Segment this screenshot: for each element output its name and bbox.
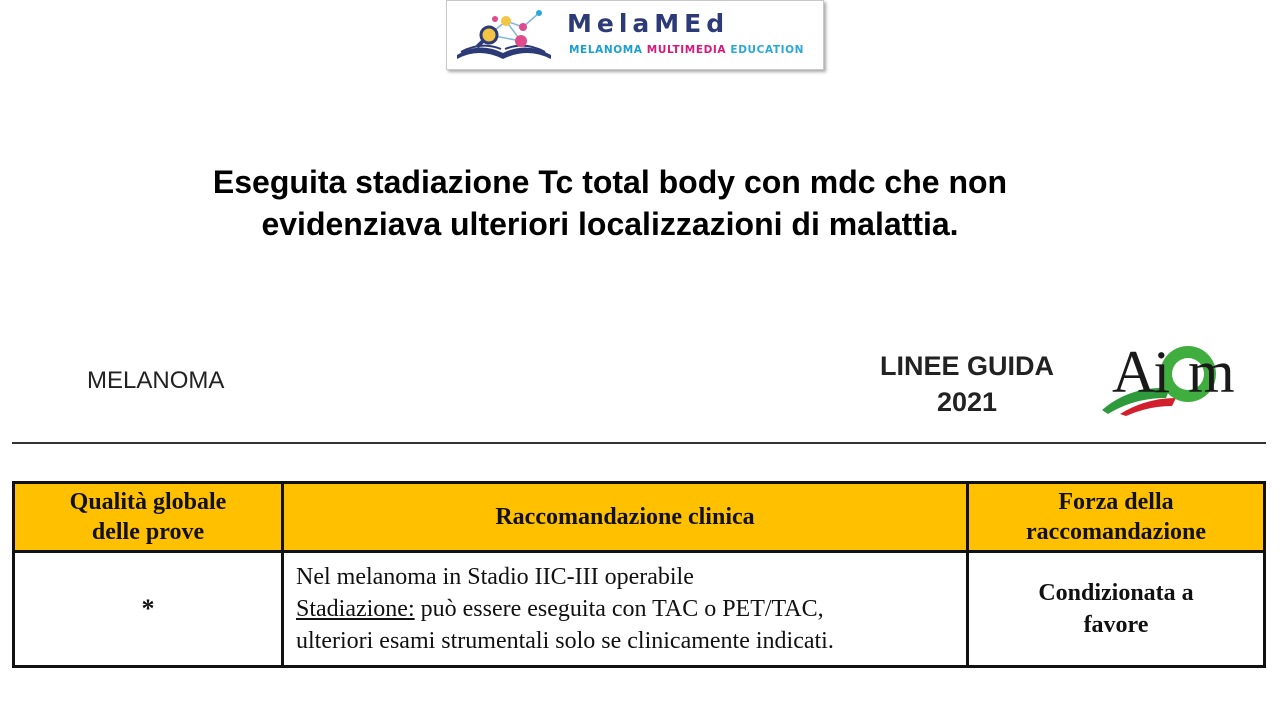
header-strength-line-2: raccomandazione xyxy=(1026,519,1206,545)
table-header-row xyxy=(14,483,1265,552)
cell-recommendation xyxy=(283,552,968,667)
recommendation-line-1: Nel melanoma in Stadio IIC-III operabile xyxy=(296,564,694,590)
recommendation-line-2-text: può essere eseguita con TAC o PET/TAC, xyxy=(414,596,824,622)
strength-line-1: Condizionata a xyxy=(1038,580,1194,606)
recommendation-line-2 xyxy=(296,593,954,625)
book-network-icon xyxy=(451,5,561,65)
recommendation-line-3: ulteriori esami strumentali solo se clinicamente indicati. xyxy=(296,628,834,654)
guideline-title-line-1: LINEE GUIDA xyxy=(879,351,1054,381)
recommendation-table xyxy=(12,481,1266,668)
header-divider xyxy=(12,442,1266,444)
melamed-brand-subtitle xyxy=(569,44,804,56)
subtitle-part-multimedia: MULTIMEDIA xyxy=(646,44,731,56)
table-row xyxy=(14,552,1265,667)
subtitle-part-melanoma: MELANOMA xyxy=(569,44,647,56)
header-strength xyxy=(968,483,1265,552)
melamed-logo xyxy=(446,0,824,70)
cell-strength xyxy=(968,552,1265,667)
guideline-topic: MELANOMA xyxy=(87,367,225,394)
header-recommendation: Raccomandazione clinica xyxy=(283,483,968,552)
subtitle-part-education: EDUCATION xyxy=(730,44,805,56)
aiom-wordmark: Aim xyxy=(1112,339,1233,405)
strength-line-2: favore xyxy=(1083,612,1149,638)
guideline-title xyxy=(862,348,1072,420)
melamed-brand-name: MelaMEd xyxy=(567,9,730,38)
header-strength-line-1: Forza della xyxy=(1058,489,1174,515)
case-statement xyxy=(0,161,1220,245)
statement-line-1: Eseguita stadiazione Tc total body con mdc che non xyxy=(212,164,1008,200)
cell-quality: * xyxy=(14,552,283,667)
statement-line-2: evidenziava ulteriori localizzazioni di malattia. xyxy=(261,206,959,242)
recommendation-label: Stadiazione: xyxy=(296,596,415,622)
guideline-title-year: 2021 xyxy=(936,387,998,417)
aiom-logo xyxy=(1100,336,1260,416)
header-quality-line-1: Qualità globale xyxy=(69,489,227,515)
header-quality-line-2: delle prove xyxy=(91,519,205,545)
header-quality xyxy=(14,483,283,552)
